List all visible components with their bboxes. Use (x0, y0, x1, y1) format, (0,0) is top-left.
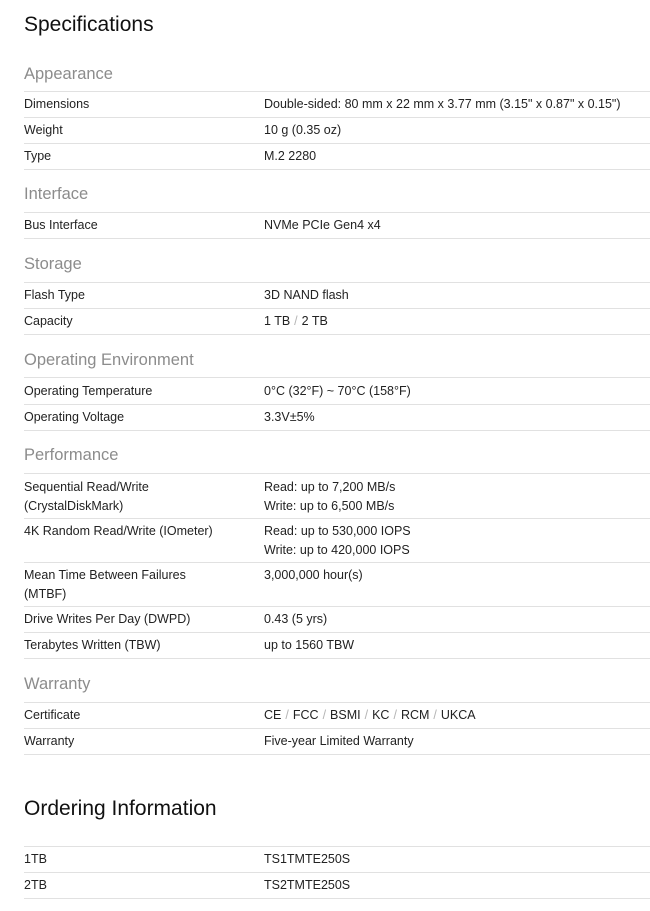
divider (24, 898, 650, 899)
operating-temperature-value: 0°C (32°F) ~ 70°C (158°F) (264, 384, 411, 398)
separator: / (294, 314, 298, 328)
tbw-value: up to 1560 TBW (264, 638, 355, 652)
certificate-item: CE (264, 708, 282, 722)
separator: / (393, 708, 397, 722)
dwpd-label: Drive Writes Per Day (DWPD) (24, 612, 191, 626)
certificate-item: BSMI (330, 708, 361, 722)
divider (24, 473, 650, 474)
divider (24, 562, 650, 563)
bus-interface-value: NVMe PCIe Gen4 x4 (264, 218, 381, 232)
certificate-label: Certificate (24, 708, 81, 722)
section-title-warranty: Warranty (24, 675, 91, 693)
divider (24, 846, 650, 847)
weight-label: Weight (24, 123, 63, 137)
divider (24, 632, 650, 633)
dimensions-label: Dimensions (24, 97, 90, 111)
divider (24, 702, 650, 703)
capacity-label: Capacity (24, 314, 73, 328)
separator: / (433, 708, 437, 722)
certificate-item: KC (372, 708, 390, 722)
ordering-capacity: 2TB (24, 878, 47, 892)
mtbf-label-line2: (MTBF) (24, 587, 67, 601)
divider (24, 728, 650, 729)
type-value: M.2 2280 (264, 149, 317, 163)
tbw-label: Terabytes Written (TBW) (24, 638, 161, 652)
random-4k-label: 4K Random Read/Write (IOmeter) (24, 524, 213, 538)
divider (24, 117, 650, 118)
divider (24, 143, 650, 144)
sequential-write-value: Write: up to 6,500 MB/s (264, 499, 395, 513)
divider (24, 518, 650, 519)
mtbf-label-line1: Mean Time Between Failures (24, 568, 186, 582)
separator: / (322, 708, 327, 722)
divider (24, 282, 650, 283)
warranty-value: Five-year Limited Warranty (264, 734, 414, 748)
divider (24, 754, 650, 755)
ordering-part-number: TS2TMTE250S (264, 878, 351, 892)
capacity-option: 2 TB (301, 314, 328, 328)
random-4k-read-value: Read: up to 530,000 IOPS (264, 524, 411, 538)
section-title-performance: Performance (24, 446, 119, 464)
divider (24, 308, 650, 309)
ordering-part-number: TS1TMTE250S (264, 852, 351, 866)
dimensions-value: Double-sided: 80 mm x 22 mm x 3.77 mm (3.15" x 0.87" x 0.15") (264, 97, 621, 111)
type-label: Type (24, 149, 52, 163)
bus-interface-label: Bus Interface (24, 218, 98, 232)
ordering-information-title: Ordering Information (24, 797, 217, 820)
divider (24, 404, 650, 405)
divider (24, 212, 650, 213)
weight-value: 10 g (0.35 oz) (264, 123, 342, 137)
section-title-storage: Storage (24, 255, 82, 273)
section-title-operating-environment: Operating Environment (24, 351, 194, 369)
certificate-item: FCC (292, 708, 319, 722)
ordering-capacity: 1TB (24, 852, 47, 866)
operating-voltage-value: 3.3V±5% (264, 410, 315, 424)
capacity-value (264, 311, 650, 331)
certificate-item: RCM (400, 708, 430, 722)
divider (24, 658, 650, 659)
divider (24, 377, 650, 378)
dwpd-value: 0.43 (5 yrs) (264, 612, 328, 626)
divider (24, 430, 650, 431)
section-title-interface: Interface (24, 185, 89, 203)
flash-type-label: Flash Type (24, 288, 85, 302)
section-title-appearance: Appearance (24, 65, 113, 83)
separator: / (364, 708, 369, 722)
divider (24, 91, 650, 92)
specifications-title: Specifications (24, 13, 154, 36)
divider (24, 334, 650, 335)
certificate-value (264, 705, 650, 725)
sequential-label-line2: (CrystalDiskMark) (24, 499, 124, 513)
sequential-read-value: Read: up to 7,200 MB/s (264, 480, 396, 494)
mtbf-value: 3,000,000 hour(s) (264, 568, 363, 582)
sequential-label-line1: Sequential Read/Write (24, 480, 149, 494)
certificate-item: UKCA (440, 708, 476, 722)
divider (24, 169, 650, 170)
divider (24, 238, 650, 239)
separator: / (285, 708, 289, 722)
divider (24, 606, 650, 607)
flash-type-value: 3D NAND flash (264, 288, 349, 302)
divider (24, 872, 650, 873)
operating-temperature-label: Operating Temperature (24, 384, 153, 398)
random-4k-write-value: Write: up to 420,000 IOPS (264, 543, 410, 557)
capacity-option: 1 TB (264, 314, 291, 328)
warranty-label: Warranty (24, 734, 75, 748)
operating-voltage-label: Operating Voltage (24, 410, 125, 424)
